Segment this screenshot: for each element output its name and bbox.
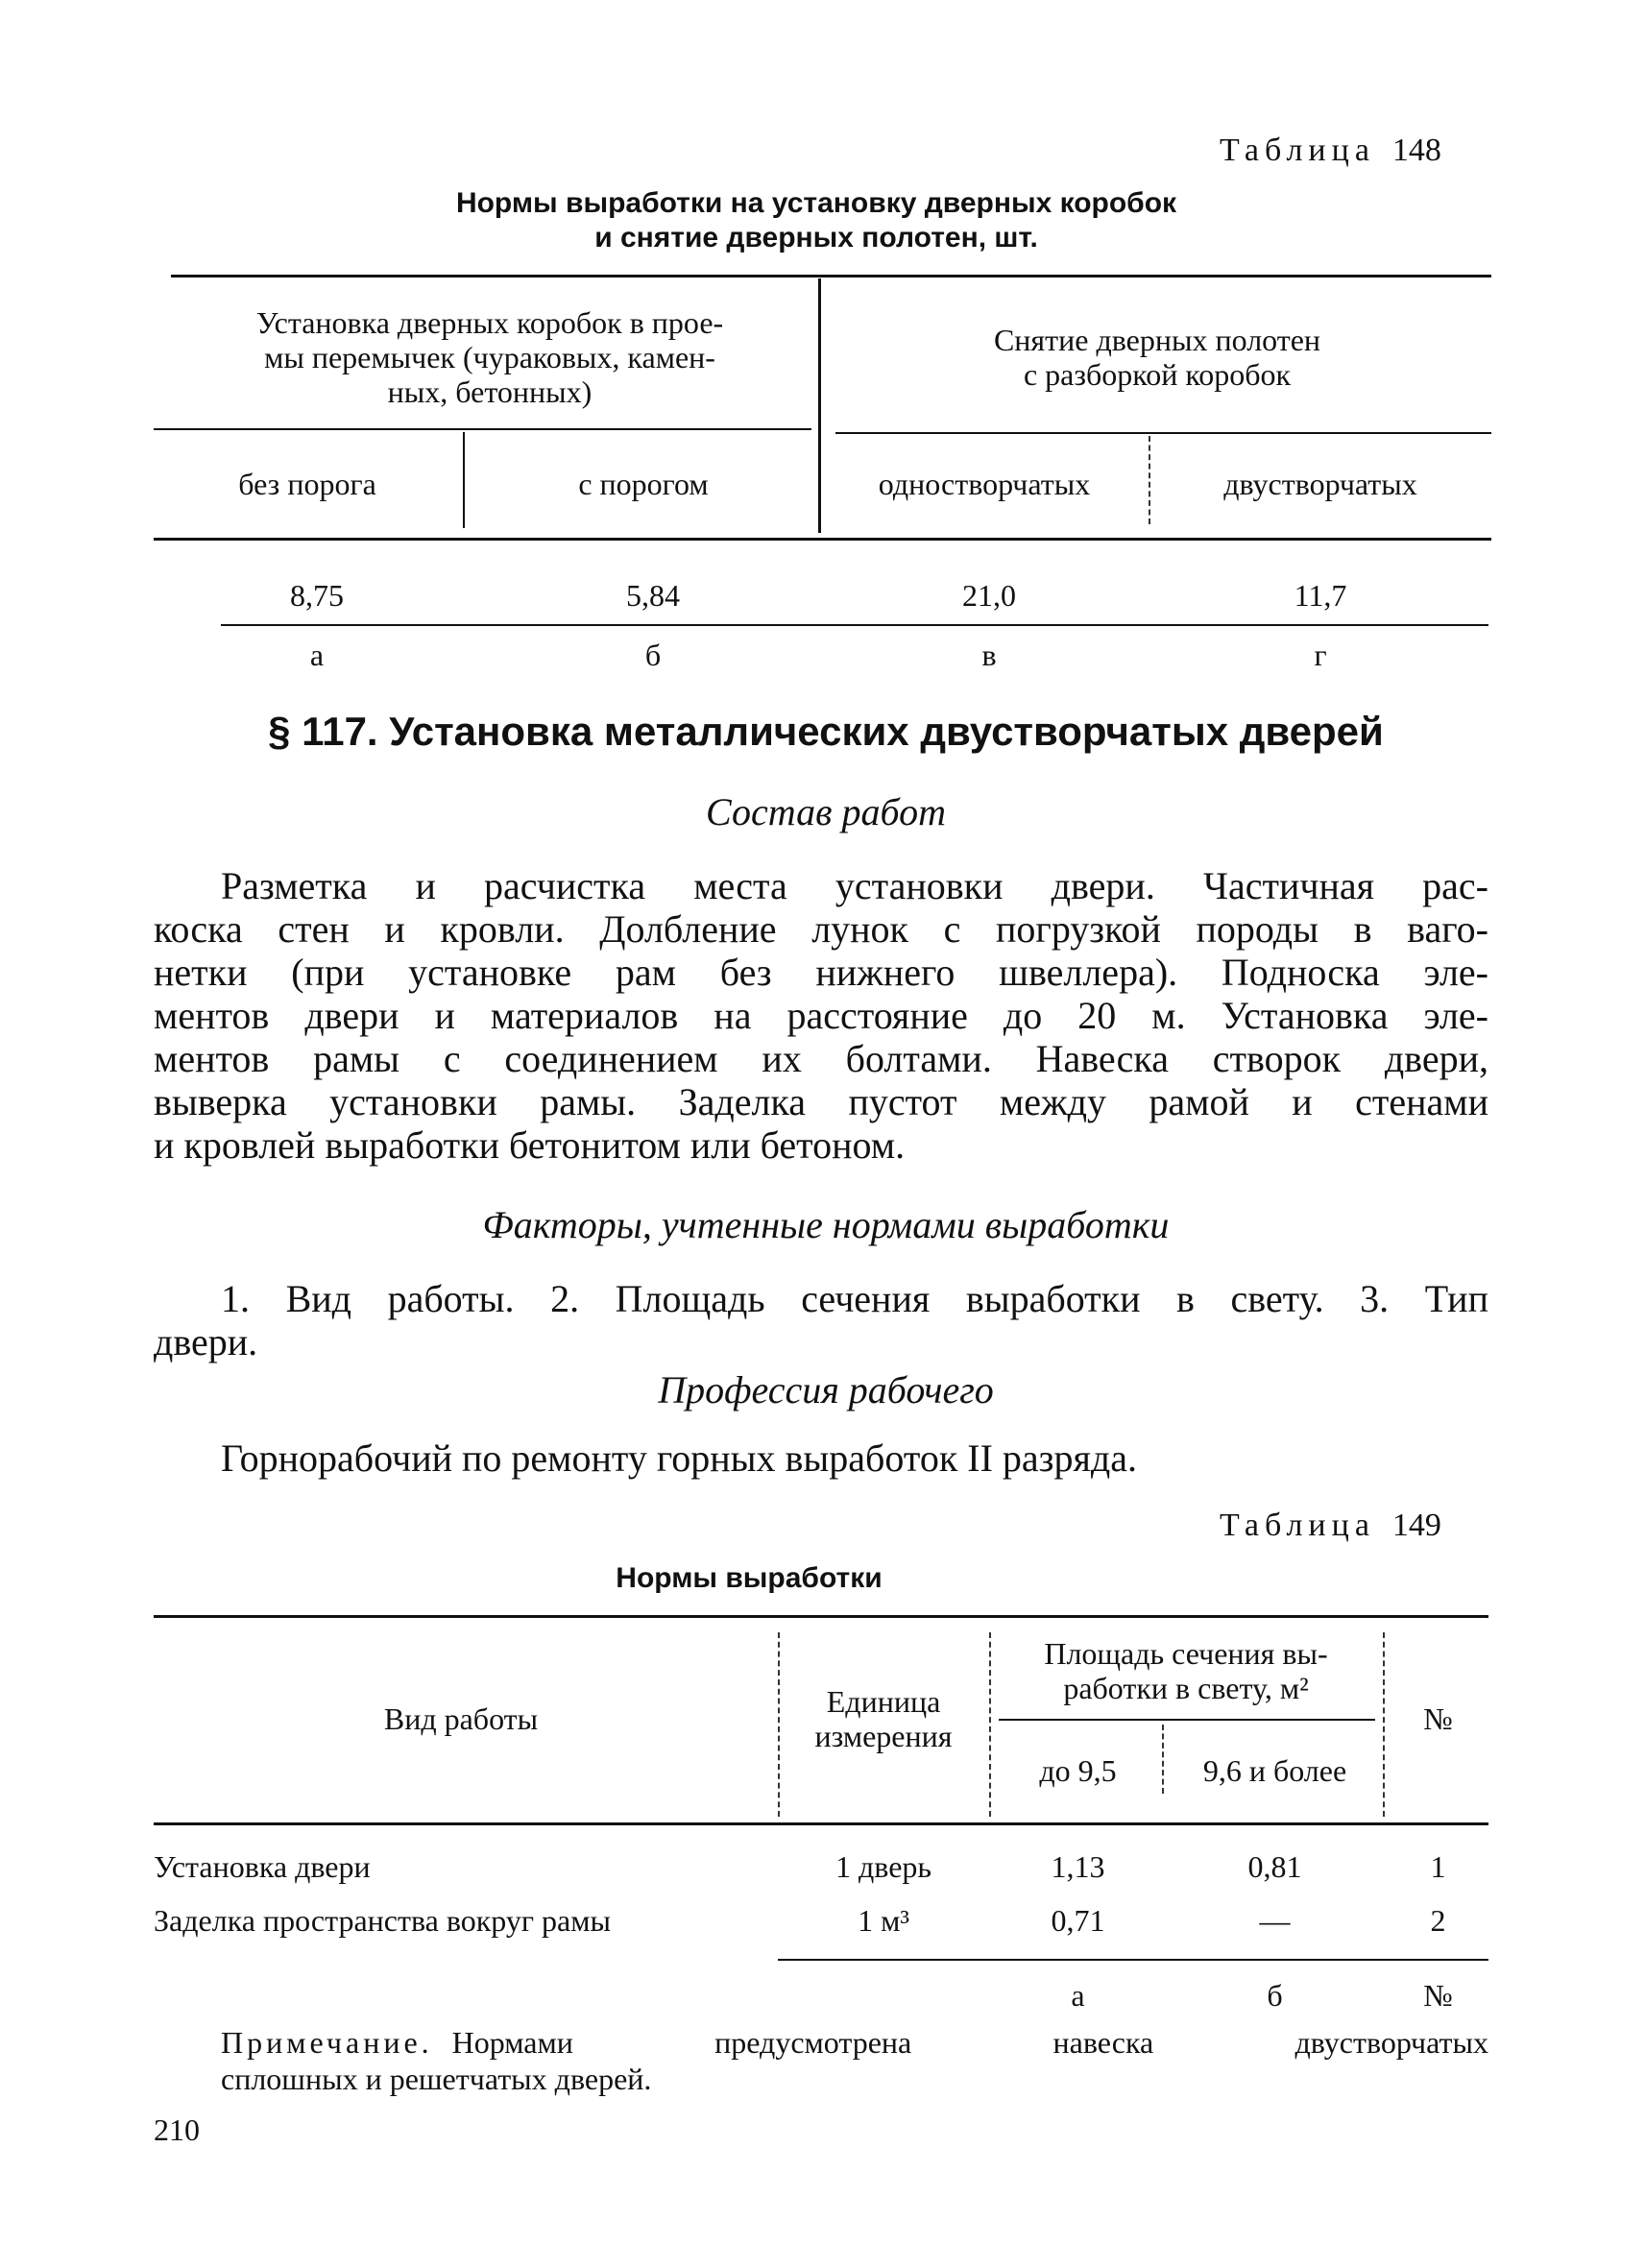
row-1-no: 1 <box>1430 1849 1446 1884</box>
area-header-line: работки в свету, м² <box>1063 1671 1309 1705</box>
note-line-1: Нормами предусмотрена навеска двустворчатых <box>451 2025 1488 2060</box>
group2-header-line: Снятие дверных полотен <box>993 323 1321 357</box>
table-149-divider-area <box>989 1632 991 1817</box>
letter-g: г <box>1314 638 1327 672</box>
col-divider-1 <box>463 432 465 528</box>
work-composition-text <box>154 864 1488 1167</box>
letter-b: б <box>644 638 662 672</box>
note-label: Примечание. <box>221 2025 433 2060</box>
col-header-single-leaf: одностворчатых <box>878 467 1091 501</box>
table-label: Таблица <box>1220 1508 1375 1543</box>
footer-letter-a: а <box>1071 1978 1085 2013</box>
caption-line-2: и снятие дверных полотен, шт. <box>594 222 1038 253</box>
row-2-work: Заделка пространства вокруг рамы <box>154 1903 611 1938</box>
factors-line: двери. <box>154 1320 258 1363</box>
factors-heading: Факторы, учтенные нормами выработки <box>482 1203 1170 1246</box>
table-148-value-rule <box>221 624 1488 626</box>
note-line-2: сплошных и решетчатых дверей. <box>221 2062 652 2096</box>
col-header-over: 9,6 и более <box>1202 1753 1347 1788</box>
table-number: 149 <box>1391 1508 1441 1543</box>
row-2-no: 2 <box>1430 1903 1446 1938</box>
table-149-divider-unit <box>778 1632 780 1817</box>
table-number: 148 <box>1391 133 1441 168</box>
col-divider-3 <box>1149 436 1150 524</box>
text-line: коска стен и кровли. Долбление лунок с погрузкой породы в ваго- <box>154 907 1488 951</box>
col-header-no-threshold: без порога <box>238 467 376 501</box>
profession-heading: Профессия рабочего <box>658 1368 994 1411</box>
table-149-title <box>1220 1508 1441 1544</box>
caption-line-1: Нормы выработки на установку дверных коробок <box>455 187 1177 219</box>
value-v: 21,0 <box>962 578 1016 613</box>
text-line: и кровлей выработки бетонитом или бетоном. <box>154 1123 906 1167</box>
row-2-unit: 1 м³ <box>858 1903 909 1938</box>
table-148-header-rule <box>154 538 1491 541</box>
factors-text <box>154 1277 1488 1363</box>
col-header-unit <box>783 1684 984 1753</box>
row-1-unit: 1 дверь <box>835 1849 931 1884</box>
text-line: ментов рамы с соединением их болтами. Навеска створок двери, <box>154 1037 1488 1080</box>
unit-header-line: измерения <box>814 1719 953 1753</box>
col-header-no: № <box>1423 1701 1453 1736</box>
group1-header-line: Установка дверных коробок в прое- <box>255 305 724 340</box>
value-g: 11,7 <box>1294 578 1347 613</box>
col-header-with-threshold: с порогом <box>578 467 709 501</box>
group2-header-line: с разборкой коробок <box>1023 357 1292 392</box>
table-149-footer-rule <box>778 1959 1488 1961</box>
table-148-group-divider <box>818 278 821 533</box>
table-148-top-rule <box>171 275 1491 277</box>
row-2-over: — <box>1259 1903 1291 1938</box>
table-149-divider-no <box>1383 1632 1385 1817</box>
note-first-line <box>221 2024 1488 2061</box>
row-1-work: Установка двери <box>154 1849 371 1884</box>
text-line: нетки (при установке рам без нижнего швеллера). Подноска эле- <box>154 951 1488 994</box>
factors-line: 1. Вид работы. 2. Площадь сечения выработки в свету. 3. Тип <box>221 1277 1488 1320</box>
value-a: 8,75 <box>290 578 344 613</box>
note <box>221 2024 1488 2097</box>
table-148-caption <box>288 186 1344 255</box>
group1-header <box>163 305 816 409</box>
table-149-header-rule <box>154 1822 1488 1825</box>
table-148-title <box>1220 133 1441 169</box>
group1-header-line: ных, бетонных) <box>387 374 593 409</box>
letter-a: а <box>309 638 325 672</box>
text-line: выверка установки рамы. Заделка пустот между рамой и стенами <box>154 1080 1488 1123</box>
row-1-over: 0,81 <box>1247 1849 1302 1884</box>
footer-letter-b: б <box>1267 1978 1283 2013</box>
table-149-area-rule <box>999 1719 1375 1721</box>
group2-header <box>826 323 1488 392</box>
table-149-top-rule <box>154 1615 1488 1618</box>
text-line: ментов двери и материалов на расстояние до 20 м. Установка эле- <box>154 994 1488 1037</box>
row-1-upto: 1,13 <box>1051 1849 1105 1884</box>
col-header-area <box>994 1636 1378 1705</box>
table-149-divider-sub <box>1162 1725 1164 1794</box>
section-title: § 117. Установка металлических двустворчатых дверей <box>268 709 1384 754</box>
row-2-upto: 0,71 <box>1051 1903 1105 1938</box>
group2-rule <box>835 432 1491 434</box>
col-header-work: Вид работы <box>383 1701 539 1736</box>
group1-header-line: мы перемычек (чураковых, камен- <box>264 340 715 374</box>
area-header-line: Площадь сечения вы- <box>1044 1636 1328 1671</box>
table-label: Таблица <box>1220 133 1375 168</box>
page-number: 210 <box>154 2112 200 2147</box>
col-header-double-leaf: двустворчатых <box>1223 467 1417 501</box>
text-line: Разметка и расчистка места установки двери. Частичная рас- <box>221 864 1488 907</box>
footer-no: № <box>1423 1978 1453 2013</box>
unit-header-line: Единица <box>826 1684 941 1719</box>
col-header-upto: до 9,5 <box>1039 1753 1117 1788</box>
value-b: 5,84 <box>626 578 680 613</box>
table-149-caption: Нормы выработки <box>616 1562 883 1594</box>
profession-text: Горнорабочий по ремонту горных выработок II разряда. <box>221 1436 1137 1480</box>
group1-rule <box>154 428 811 430</box>
letter-v: в <box>981 638 997 672</box>
work-composition-heading: Состав работ <box>706 790 946 833</box>
